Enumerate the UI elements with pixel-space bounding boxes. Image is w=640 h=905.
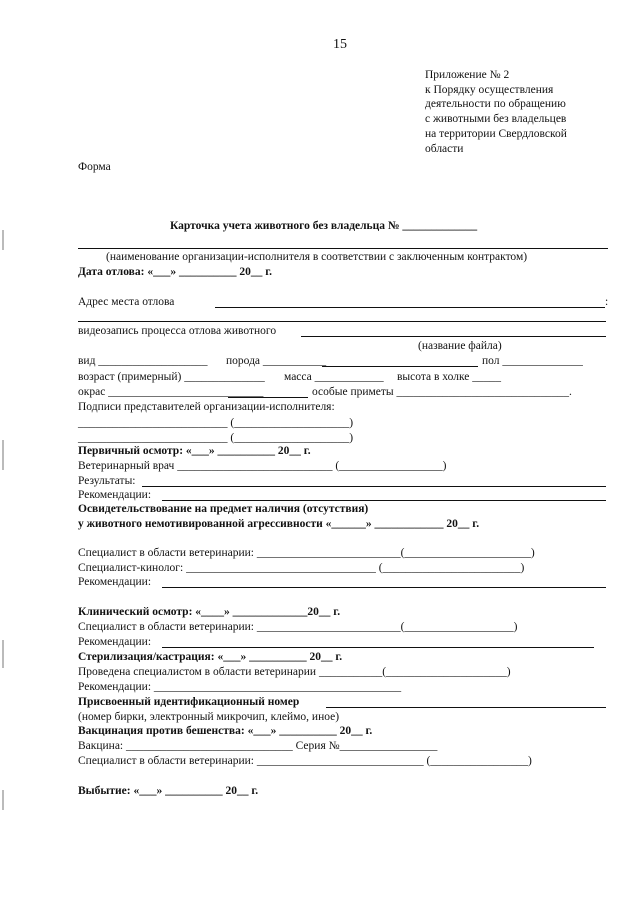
sterilization-recs: Рекомендации: ___________________________________________ (78, 681, 402, 693)
scan-edge-mark (2, 790, 4, 810)
aggression-recs-label: Рекомендации: (78, 576, 152, 588)
signatures-label: Подписи представителей организации-исполнителя: (78, 401, 335, 413)
video-line (301, 336, 606, 337)
color-line-ext (228, 397, 308, 398)
card-title: Карточка учета животного без владельца № _____________ (170, 220, 478, 232)
sex-field: пол ______________ (482, 355, 583, 367)
signature-line: __________________________ (____________________) (78, 417, 354, 429)
id-number-title: Присвоенный идентификационный номер (78, 696, 300, 708)
clinical-recs-line (162, 647, 594, 648)
kind-field: вид ___________________ (78, 355, 208, 367)
clinical-exam-title: Клинический осмотр: «____» _____________20__ г. (78, 606, 341, 618)
org-name-line (78, 248, 608, 249)
address-line (215, 307, 605, 308)
file-hint: (название файла) (418, 340, 502, 352)
vaccine-field: Вакцина: _____________________________ Серия №_________________ (78, 740, 438, 752)
clinical-recs-label: Рекомендации: (78, 636, 152, 648)
appendix-line: с животными без владельцев (425, 113, 567, 126)
id-number-line (326, 707, 606, 708)
video-label: видеозапись процесса отлова животного (78, 325, 277, 337)
page-number: 15 (333, 37, 347, 52)
breed-field: порода ___________ (226, 355, 327, 367)
address-colon: : (605, 296, 609, 308)
vaccination-title: Вакцинация против бешенства: «___» __________ 20__ г. (78, 725, 373, 737)
primary-vet: Ветеринарный врач ___________________________ (__________________) (78, 460, 447, 472)
appendix-line: Приложение № 2 (425, 69, 510, 81)
appendix-line: к Порядку осуществления (425, 83, 554, 96)
clinical-vet: Специалист в области ветеринарии: _________________________(___________________) (78, 621, 518, 633)
scan-edge-mark (2, 640, 4, 668)
scan-edge-mark (2, 230, 4, 250)
primary-recs-label: Рекомендации: (78, 489, 152, 501)
primary-results-line (142, 486, 606, 487)
sterilization-done: Проведена специалистом в области ветеринарии ___________(_____________________) (78, 666, 511, 678)
appendix-line: деятельности по обращению (425, 98, 566, 111)
marks-field: особые приметы ______________________________. (312, 386, 572, 398)
aggression-title-2: у животного немотивированной агрессивности «______» ____________ 20__ г. (78, 518, 480, 530)
primary-exam-title: Первичный осмотр: «___» __________ 20__ г. (78, 445, 311, 457)
id-number-hint: (номер бирки, электронный микрочип, клеймо, иное) (78, 711, 340, 723)
primary-recs-line (162, 500, 606, 501)
departure-field: Выбытие: «___» __________ 20__ г. (78, 785, 259, 797)
height-field: высота в холке _____ (397, 371, 501, 383)
color-field: окрас ___________________________ (78, 386, 264, 398)
aggression-vet: Специалист в области ветеринарии: _________________________(______________________) (78, 547, 535, 559)
appendix-header (425, 68, 625, 156)
signature-line: __________________________ (____________________) (78, 432, 354, 444)
vaccination-vet: Специалист в области ветеринарии: _____________________________ (_________________) (78, 755, 532, 767)
org-hint: (наименование организации-исполнителя в соответствии с заключенным контрактом) (106, 251, 528, 263)
appendix-line: области (425, 142, 464, 155)
scan-edge-mark (2, 440, 4, 470)
mass-field: масса ____________ (284, 371, 384, 383)
primary-results-label: Результаты: (78, 475, 136, 487)
sterilization-title: Стерилизация/кастрация: «___» __________ 20__ г. (78, 651, 343, 663)
aggression-title: Освидетельствование на предмет наличия (отсутствия) (78, 503, 369, 515)
aggression-recs-line (162, 587, 606, 588)
capture-date: Дата отлова: «___» __________ 20__ г. (78, 266, 272, 278)
appendix-line: на территории Свердловской (425, 127, 567, 140)
form-label: Форма (78, 161, 111, 173)
breed-line-ext (322, 366, 478, 367)
address-line-2 (78, 321, 606, 322)
age-field: возраст (примерный) ______________ (78, 371, 265, 383)
address-label: Адрес места отлова (78, 296, 175, 308)
aggression-cynologist: Специалист-кинолог: _________________________________ (________________________) (78, 562, 525, 574)
